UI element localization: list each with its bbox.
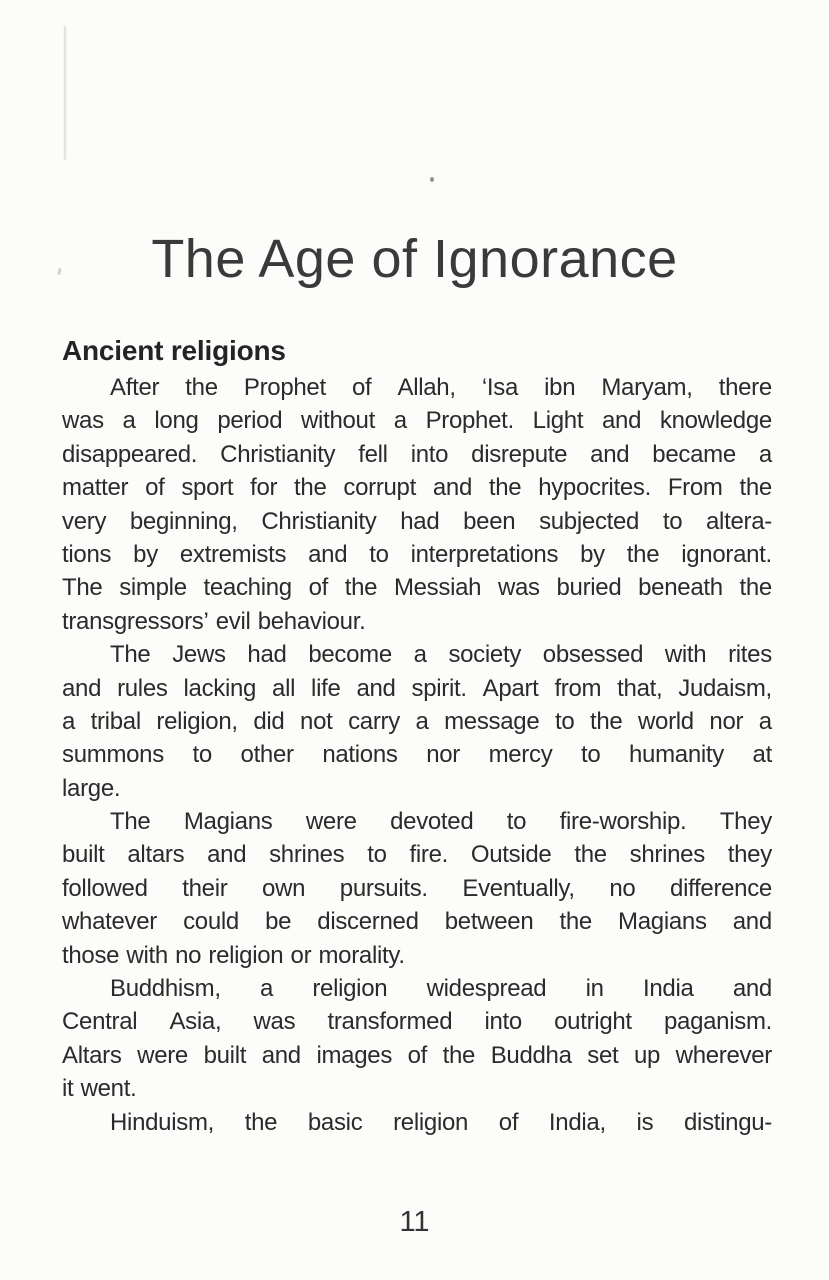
word: were: [305, 808, 357, 836]
text-line: [62, 738, 772, 771]
word: India,: [548, 1108, 606, 1136]
text-line: [62, 371, 772, 404]
word: and: [356, 674, 396, 702]
scan-smudge-vertical: [64, 26, 66, 160]
word: religion,: [156, 707, 238, 735]
word: to: [369, 540, 389, 568]
paragraph: [62, 805, 772, 972]
word: Eventually,: [462, 874, 575, 902]
word: set: [587, 1041, 619, 1069]
word: Prophet: [243, 374, 326, 401]
text-line: [62, 1039, 772, 1072]
word: a: [758, 440, 772, 468]
word: extremists: [179, 540, 287, 568]
word: obsessed: [542, 641, 644, 669]
word: corrupt: [343, 474, 416, 502]
word: transgressors’: [62, 607, 209, 635]
word: could: [183, 908, 239, 936]
word: the: [739, 574, 772, 602]
word: very: [62, 507, 107, 535]
word: long: [154, 407, 199, 435]
word: and: [601, 407, 642, 435]
word: Outside: [470, 841, 552, 869]
word: that,: [617, 674, 663, 702]
text-line: [62, 571, 772, 604]
word: message: [444, 707, 540, 735]
section-heading: Ancient religions: [62, 335, 286, 367]
text-line: [62, 972, 772, 1005]
word: into: [484, 1008, 522, 1036]
word: had: [400, 507, 440, 535]
word: become: [308, 641, 392, 669]
word: carry: [348, 707, 400, 735]
word: to: [192, 741, 212, 769]
word: by: [580, 540, 605, 568]
word: transformed: [327, 1008, 453, 1036]
word: became: [652, 440, 736, 468]
text-line: [62, 505, 772, 538]
word: or: [290, 941, 312, 969]
word: Judaism,: [678, 674, 772, 702]
word: tribal: [90, 707, 141, 735]
word: religion: [393, 1108, 469, 1136]
word: followed: [62, 874, 148, 902]
word: went.: [80, 1075, 137, 1103]
word: beneath: [638, 574, 723, 602]
word: own: [262, 874, 306, 902]
word: The: [62, 574, 103, 602]
word: and: [432, 474, 472, 502]
word: Maryam,: [601, 374, 693, 401]
word: at: [752, 741, 772, 769]
word: The: [110, 641, 151, 669]
text-line: [62, 471, 772, 504]
word: whatever: [62, 908, 157, 936]
text-line: [62, 939, 772, 972]
word: Central: [62, 1008, 138, 1036]
word: Asia,: [169, 1008, 222, 1036]
word: lacking: [183, 674, 257, 702]
word: subjected: [539, 507, 640, 535]
word: matter: [62, 474, 129, 502]
word: beginning,: [129, 507, 238, 535]
word: was: [253, 1008, 296, 1036]
word: basic: [307, 1108, 363, 1136]
word: simple: [119, 574, 187, 602]
word: They: [719, 808, 772, 836]
word: and: [62, 674, 102, 702]
word: the: [574, 841, 607, 869]
word: Buddha: [490, 1041, 572, 1069]
word: those: [62, 941, 120, 969]
word: had: [247, 641, 287, 669]
word: evil: [215, 607, 251, 635]
text-line: [62, 838, 772, 871]
word: of: [145, 474, 165, 502]
word: Messiah: [393, 574, 482, 602]
word: discerned: [317, 908, 419, 936]
text-line: [62, 1005, 772, 1038]
text-line: [62, 538, 772, 571]
word: Buddhism,: [110, 975, 221, 1003]
word: Apart: [482, 674, 539, 702]
word: all: [272, 674, 296, 702]
word: disappeared.: [62, 440, 198, 468]
word: Christianity: [261, 507, 377, 535]
word: to: [580, 741, 601, 769]
text-line: [62, 905, 772, 938]
text-line: [62, 772, 772, 805]
paragraph: [62, 972, 772, 1106]
word: the: [488, 474, 522, 502]
word: the: [589, 707, 623, 735]
word: it: [62, 1075, 74, 1103]
word: of: [308, 574, 328, 602]
text-line: [62, 1072, 772, 1105]
word: a: [415, 707, 429, 735]
word: and: [207, 841, 247, 869]
word: built: [203, 1041, 247, 1069]
word: After: [110, 374, 160, 401]
word: behaviour.: [257, 607, 366, 635]
text-line: [62, 705, 772, 738]
word: with: [664, 641, 707, 669]
word: a: [122, 407, 136, 435]
word: for: [250, 474, 278, 502]
word: fell: [358, 440, 388, 468]
word: interpretations: [410, 540, 559, 568]
word: paganism.: [663, 1008, 772, 1036]
word: India: [643, 975, 694, 1003]
word: teaching: [203, 574, 292, 602]
word: from: [554, 674, 602, 702]
word: no: [175, 941, 202, 969]
word: fire.: [409, 841, 449, 869]
chapter-title: The Age of Ignorance: [151, 229, 678, 290]
word: devoted: [390, 808, 474, 836]
word: Magians: [183, 808, 273, 836]
word: there: [718, 374, 772, 401]
paragraph: [62, 1106, 772, 1139]
word: with: [126, 941, 168, 969]
word: a: [393, 407, 407, 435]
word: of: [498, 1108, 519, 1136]
word: Christianity: [220, 440, 336, 468]
word: ibn: [544, 374, 576, 401]
word: they: [727, 841, 772, 869]
text-line: [62, 1106, 772, 1139]
word: rites: [728, 641, 772, 669]
text-line: [62, 872, 772, 905]
word: nor: [426, 741, 460, 769]
word: the: [185, 374, 218, 401]
word: no: [609, 874, 636, 902]
word: knowledge: [659, 407, 772, 435]
word: distingu-: [683, 1108, 772, 1136]
word: shrines: [269, 841, 345, 869]
word: the: [442, 1041, 476, 1069]
word: disrepute: [471, 440, 568, 468]
word: pursuits.: [339, 874, 428, 902]
word: and: [261, 1041, 301, 1069]
word: From: [667, 474, 723, 502]
page-number: 11: [399, 1206, 430, 1238]
word: and: [590, 440, 630, 468]
word: sport: [181, 474, 234, 502]
word: to: [367, 841, 387, 869]
scan-speck-above-title: [430, 177, 434, 182]
word: tions: [62, 540, 112, 568]
paragraph: [62, 638, 772, 805]
word: the: [559, 908, 592, 936]
word: up: [633, 1041, 661, 1069]
word: not: [300, 707, 333, 735]
word: widespread: [426, 975, 547, 1003]
word: ignorant.: [681, 540, 772, 568]
word: was: [62, 407, 104, 435]
word: life: [311, 674, 341, 702]
word: to: [506, 808, 527, 836]
word: the: [294, 474, 327, 502]
text-line: [62, 638, 772, 671]
word: buried: [556, 574, 622, 602]
word: to: [554, 707, 575, 735]
word: built: [62, 841, 105, 869]
word: of: [407, 1041, 428, 1069]
word: is: [636, 1108, 654, 1136]
word: large.: [62, 774, 121, 802]
word: into: [410, 440, 449, 468]
word: Hinduism,: [110, 1108, 214, 1136]
word: mercy: [488, 741, 553, 769]
word: world: [637, 707, 694, 735]
word: the: [626, 540, 660, 568]
word: nations: [322, 741, 398, 769]
word: were: [137, 1041, 188, 1069]
word: nor: [709, 707, 744, 735]
word: Allah,: [397, 374, 456, 401]
word: their: [182, 874, 228, 902]
word: shrines: [629, 841, 705, 869]
word: without: [301, 407, 375, 435]
word: the: [244, 1108, 278, 1136]
word: altera-: [706, 507, 772, 535]
word: altars: [127, 841, 185, 869]
word: difference: [670, 874, 772, 902]
word: was: [497, 574, 540, 602]
word: did: [253, 707, 285, 735]
word: and: [308, 540, 348, 568]
text-line: [62, 605, 772, 638]
word: ‘Isa: [481, 374, 518, 401]
word: be: [265, 908, 292, 936]
word: morality.: [318, 941, 405, 969]
word: Jews: [172, 641, 226, 669]
word: between: [444, 908, 534, 936]
word: The: [110, 808, 151, 836]
word: a: [62, 707, 76, 735]
word: spirit.: [411, 674, 467, 702]
word: Magians: [618, 908, 707, 936]
word: in: [585, 975, 604, 1003]
word: a: [413, 641, 427, 669]
word: outright: [554, 1008, 632, 1036]
word: been: [463, 507, 516, 535]
word: the: [344, 574, 378, 602]
word: and: [732, 975, 772, 1003]
word: of: [351, 374, 372, 401]
text-line: [62, 805, 772, 838]
word: images: [316, 1041, 393, 1069]
text-line: [62, 404, 772, 437]
word: society: [448, 641, 522, 669]
word: to: [662, 507, 683, 535]
page-body: [62, 371, 772, 1139]
word: wherever: [675, 1041, 772, 1069]
word: the: [739, 474, 772, 502]
word: hypocrites.: [538, 474, 651, 502]
word: Light: [532, 407, 584, 435]
text-line: [62, 672, 772, 705]
word: fire-worship.: [559, 808, 687, 836]
paragraph: [62, 371, 772, 638]
word: religion: [312, 975, 388, 1003]
word: summons: [62, 741, 164, 769]
word: humanity: [628, 741, 724, 769]
word: by: [133, 540, 158, 568]
word: and: [732, 908, 772, 936]
word: Prophet.: [425, 407, 514, 435]
word: period: [217, 407, 283, 435]
word: a: [259, 975, 274, 1003]
word: religion: [208, 941, 284, 969]
word: Altars: [62, 1041, 122, 1069]
word: other: [240, 741, 294, 769]
word: rules: [117, 674, 168, 702]
text-line: [62, 438, 772, 471]
word: a: [758, 707, 772, 735]
